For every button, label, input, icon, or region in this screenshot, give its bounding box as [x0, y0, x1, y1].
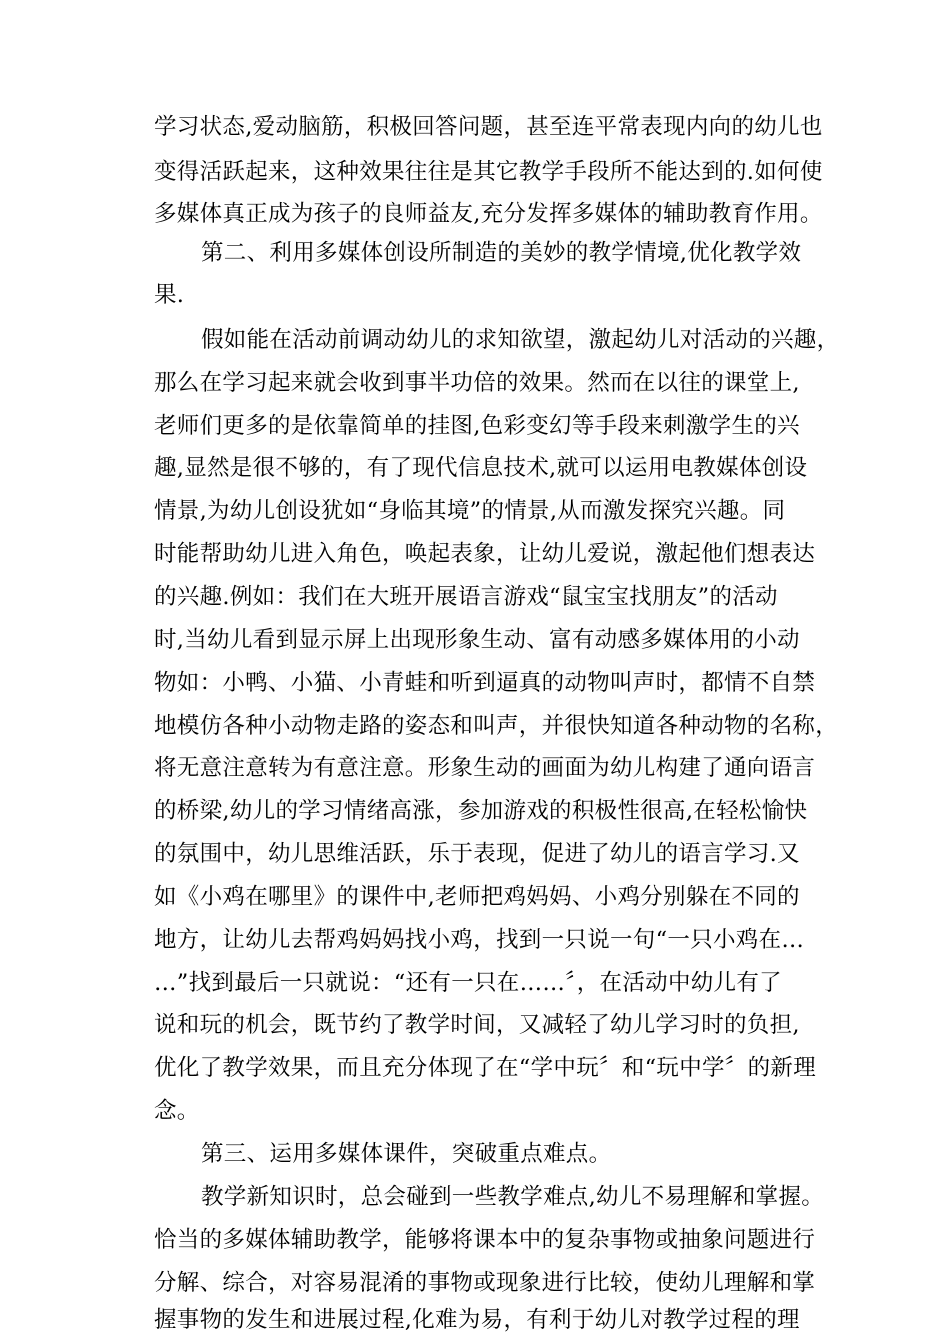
text-line-18: 的氛围中，幼儿思维活跃，乐于表现，促进了幼儿的语言学习.又	[154, 841, 800, 867]
text-line-28: 分解、综合，对容易混淆的事物或现象进行比较，使幼儿理解和掌	[154, 1270, 816, 1296]
text-line-2: 变得活跃起来，这种效果往往是其它教学手段所不能达到的.如何使	[154, 159, 823, 185]
text-line-21: …”找到最后一只就说：“还有一只在……〞，在活动中幼儿有了	[154, 970, 782, 996]
text-line-1: 学习状态,爱动脑筋，积极回答问题，甚至连平常表现内向的幼儿也	[154, 114, 823, 140]
text-line-26: 教学新知识时，总会碰到一些教学难点,幼儿不易理解和掌握。	[201, 1184, 825, 1210]
text-line-10: 情景,为幼儿创设犹如“身临其境”的情景,从而激发探究兴趣。同	[154, 498, 786, 524]
text-line-20: 地方，让幼儿去帮鸡妈妈找小鸡，找到一只说一句“一只小鸡在…	[154, 927, 805, 953]
section-heading-2-cont: 果.	[154, 282, 185, 308]
text-line-27: 恰当的多媒体辅助教学，能够将课本中的复杂事物或抽象问题进行	[154, 1227, 816, 1253]
text-line-12: 的兴趣.例如：我们在大班开展语言游戏“鼠宝宝找朋友”的活动	[154, 584, 778, 610]
section-heading-3: 第三、运用多媒体课件，突破重点难点。	[201, 1141, 612, 1167]
text-line-22: 说和玩的机会，既节约了教学时间，又减轻了幼儿学习时的负担,	[154, 1012, 800, 1038]
text-line-9: 趣,显然是很不够的，有了现代信息技术,就可以运用电教媒体创设	[154, 455, 808, 481]
section-heading-2: 第二、利用多媒体创设所制造的美妙的教学情境,优化教学效	[201, 240, 802, 266]
text-line-16: 将无意注意转为有意注意。形象生动的画面为幼儿构建了通向语言	[154, 755, 816, 781]
text-line-14: 物如：小鸭、小猫、小青蛙和听到逼真的动物叫声时，都情不自禁	[154, 670, 816, 696]
text-line-29: 握事物的发生和进展过程,化难为易，有利于幼儿对教学过程的理	[154, 1307, 800, 1333]
text-line-7: 那么在学习起来就会收到事半功倍的效果。然而在以往的课堂上,	[154, 370, 800, 396]
text-line-15: 地模仿各种小动物走路的姿态和叫声，并很快知道各种动物的名称，	[154, 713, 839, 739]
text-line-3: 多媒体真正成为孩子的良师益友,充分发挥多媒体的辅助教育作用。	[154, 201, 823, 227]
text-line-23: 优化了教学效果，而且充分体现了在“学中玩〞和“玩中学〞的新理	[154, 1055, 817, 1081]
text-line-6: 假如能在活动前调动幼儿的求知欲望，激起幼儿对活动的兴趣，	[201, 327, 840, 353]
text-line-17: 的桥梁,幼儿的学习情绪高涨，参加游戏的积极性很高,在轻松愉快	[154, 798, 808, 824]
text-line-11: 时能帮助幼儿进入角色，唤起表象，让幼儿爱说，激起他们想表达	[154, 541, 816, 567]
text-line-8: 老师们更多的是依靠简单的挂图,色彩变幻等手段来刺激学生的兴	[154, 413, 800, 439]
text-line-24: 念。	[154, 1098, 200, 1124]
text-line-19: 如《小鸡在哪里》的课件中,老师把鸡妈妈、小鸡分别躲在不同的	[154, 884, 800, 910]
text-line-13: 时,当幼儿看到显示屏上出现形象生动、富有动感多媒体用的小动	[154, 627, 800, 653]
